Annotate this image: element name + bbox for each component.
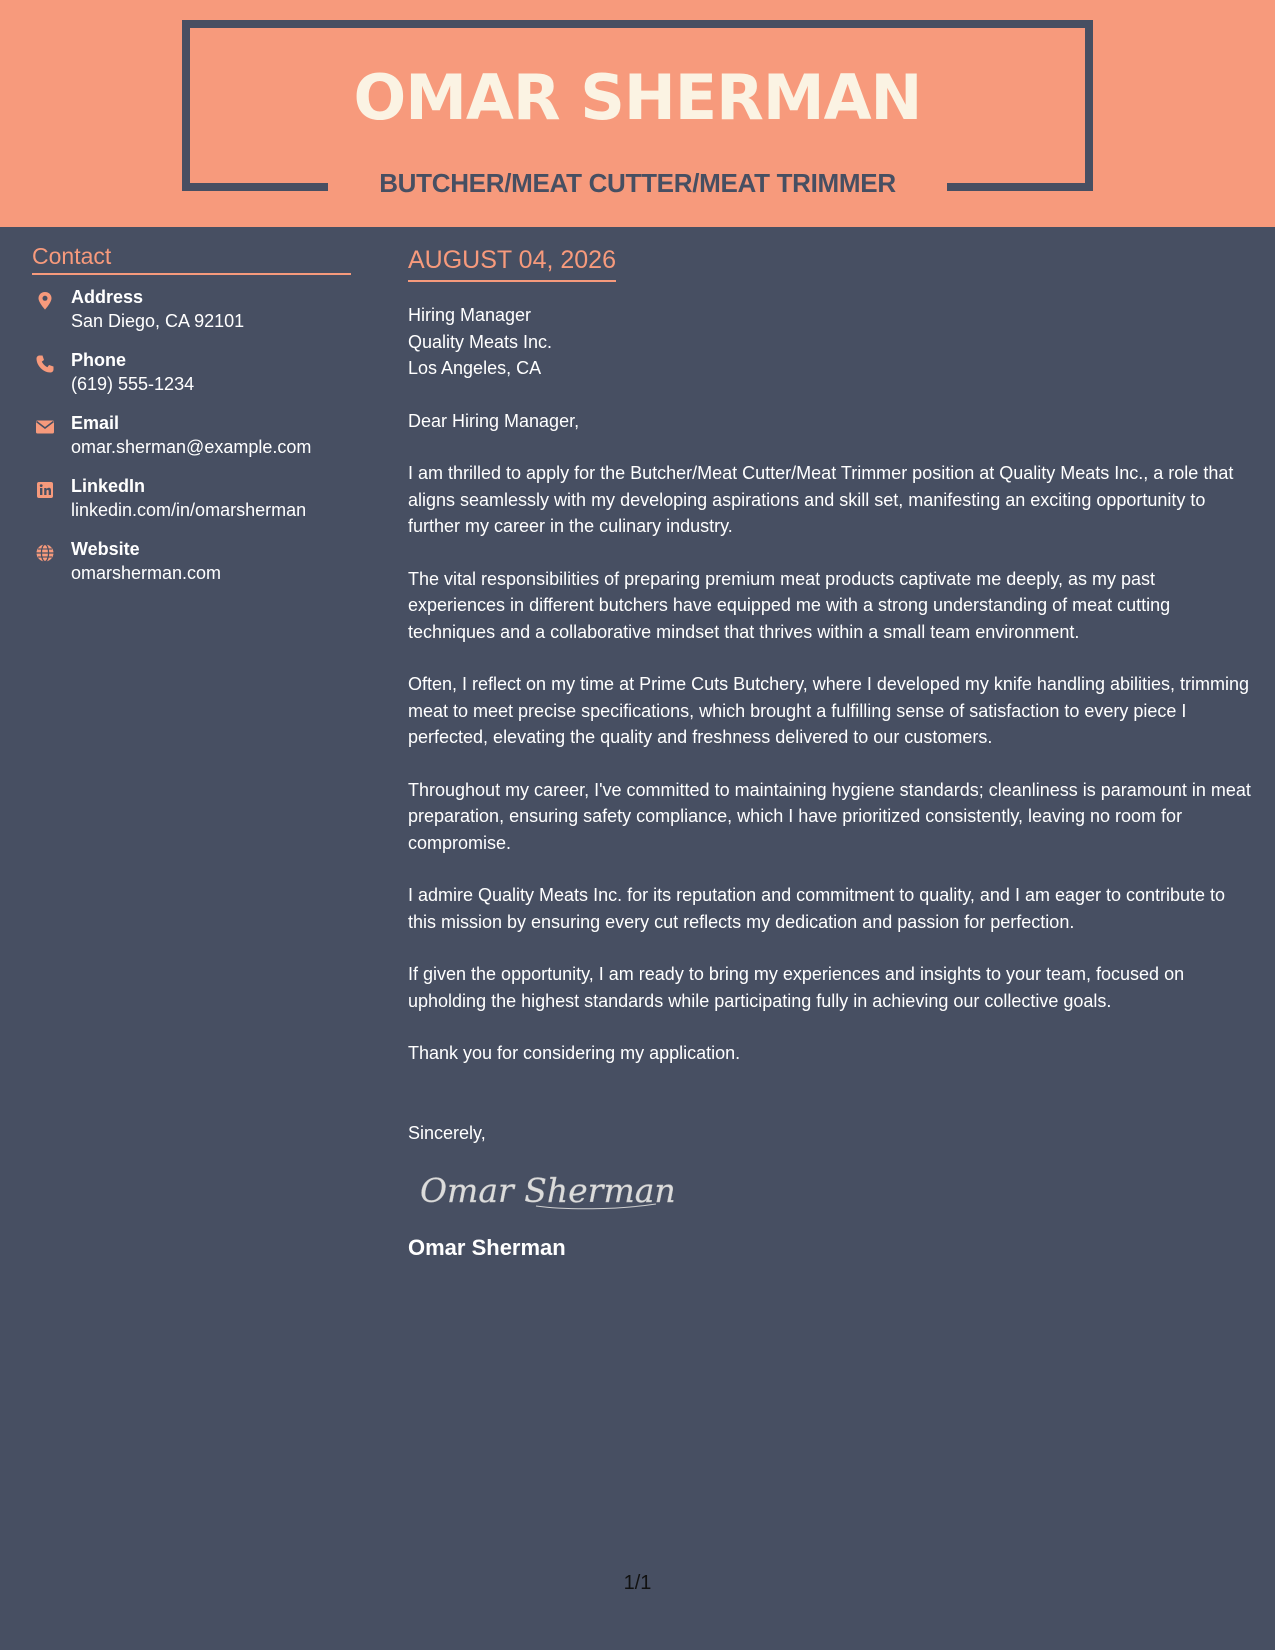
job-title: BUTCHER/MEAT CUTTER/MEAT TRIMMER xyxy=(379,168,896,198)
letter-body xyxy=(408,243,1253,1263)
header-banner xyxy=(0,0,1275,227)
letter-paragraph: I am thrilled to apply for the Butcher/Meat Cutter/Meat Trimmer position at Quality Meats Inc., a role that aligns seamlessly with my developing aspirations and skill set, manifesting an exciting opportunity to further my career in the culinary industry. xyxy=(408,463,1234,536)
closing: Sincerely, xyxy=(408,1122,486,1143)
email-value[interactable]: omar.sherman@example.com xyxy=(71,437,312,457)
contact-item-website xyxy=(32,537,351,600)
linkedin-value[interactable]: linkedin.com/in/omarsherman xyxy=(71,500,307,520)
signer-name: Omar Sherman xyxy=(408,1235,566,1260)
page-number: 1/1 xyxy=(623,1572,652,1594)
address-value: San Diego, CA 92101 xyxy=(71,311,245,331)
contact-label: Phone xyxy=(71,350,127,370)
recipient-block xyxy=(408,302,1253,382)
contact-label: Email xyxy=(71,413,120,433)
contact-item-email xyxy=(32,411,351,474)
contact-label: Website xyxy=(71,539,140,559)
map-pin-icon xyxy=(35,291,55,311)
contact-heading: Contact xyxy=(32,240,351,275)
website-value[interactable]: omarsherman.com xyxy=(71,563,222,583)
letter-paragraph: Often, I reflect on my time at Prime Cuts Butchery, where I developed my knife handling abilities, trimming meat to meet precise specifications, which brought a fulfilling sense of satisfaction to every piece I perfected, elevating the quality and freshness delivered to our customers. xyxy=(408,674,1250,747)
letter-paragraph: Throughout my career, I've committed to maintaining hygiene standards; cleanliness is paramount in meat preparation, ensuring safety compliance, which I have prioritized consistently, leaving no room for compromise. xyxy=(408,779,1251,853)
recipient-line: Hiring Manager xyxy=(408,305,532,325)
envelope-icon xyxy=(35,417,55,437)
recipient-line: Quality Meats Inc. xyxy=(408,331,553,352)
letter-paragraph: The vital responsibilities of preparing premium meat products captivate me deeply, as my past experiences in different butchers have equipped me with a strong understanding of meat cutting techniques and a collaborative mindset that thrives within a small team environment. xyxy=(408,568,1171,642)
signature-text: Omar Sherman xyxy=(420,1171,676,1210)
signature-image xyxy=(416,1160,676,1220)
letter-paragraph: Thank you for considering my application. xyxy=(408,1043,741,1063)
contact-item-address xyxy=(32,285,351,348)
contact-item-linkedin xyxy=(32,474,351,537)
applicant-name: OMAR SHERMAN xyxy=(353,61,922,134)
salutation: Dear Hiring Manager, xyxy=(408,410,580,431)
contact-item-phone xyxy=(32,348,351,411)
linkedin-icon xyxy=(35,480,55,500)
letter-date: AUGUST 04, 2026 xyxy=(408,243,616,282)
globe-icon xyxy=(35,543,55,563)
phone-icon xyxy=(35,354,55,374)
phone-value: (619) 555-1234 xyxy=(71,374,195,394)
letter-paragraph: I admire Quality Meats Inc. for its reputation and commitment to quality, and I am eager to contribute to this mission by ensuring every cut reflects my dedication and passion for perfection. xyxy=(408,885,1226,932)
recipient-line: Los Angeles, CA xyxy=(408,358,542,378)
contact-sidebar xyxy=(32,240,351,600)
contact-label: LinkedIn xyxy=(71,476,146,496)
letter-paragraph: If given the opportunity, I am ready to bring my experiences and insights to your team, focused on upholding the highest standards while participating fully in achieving our collective goals. xyxy=(408,964,1185,1011)
contact-label: Address xyxy=(71,287,144,307)
